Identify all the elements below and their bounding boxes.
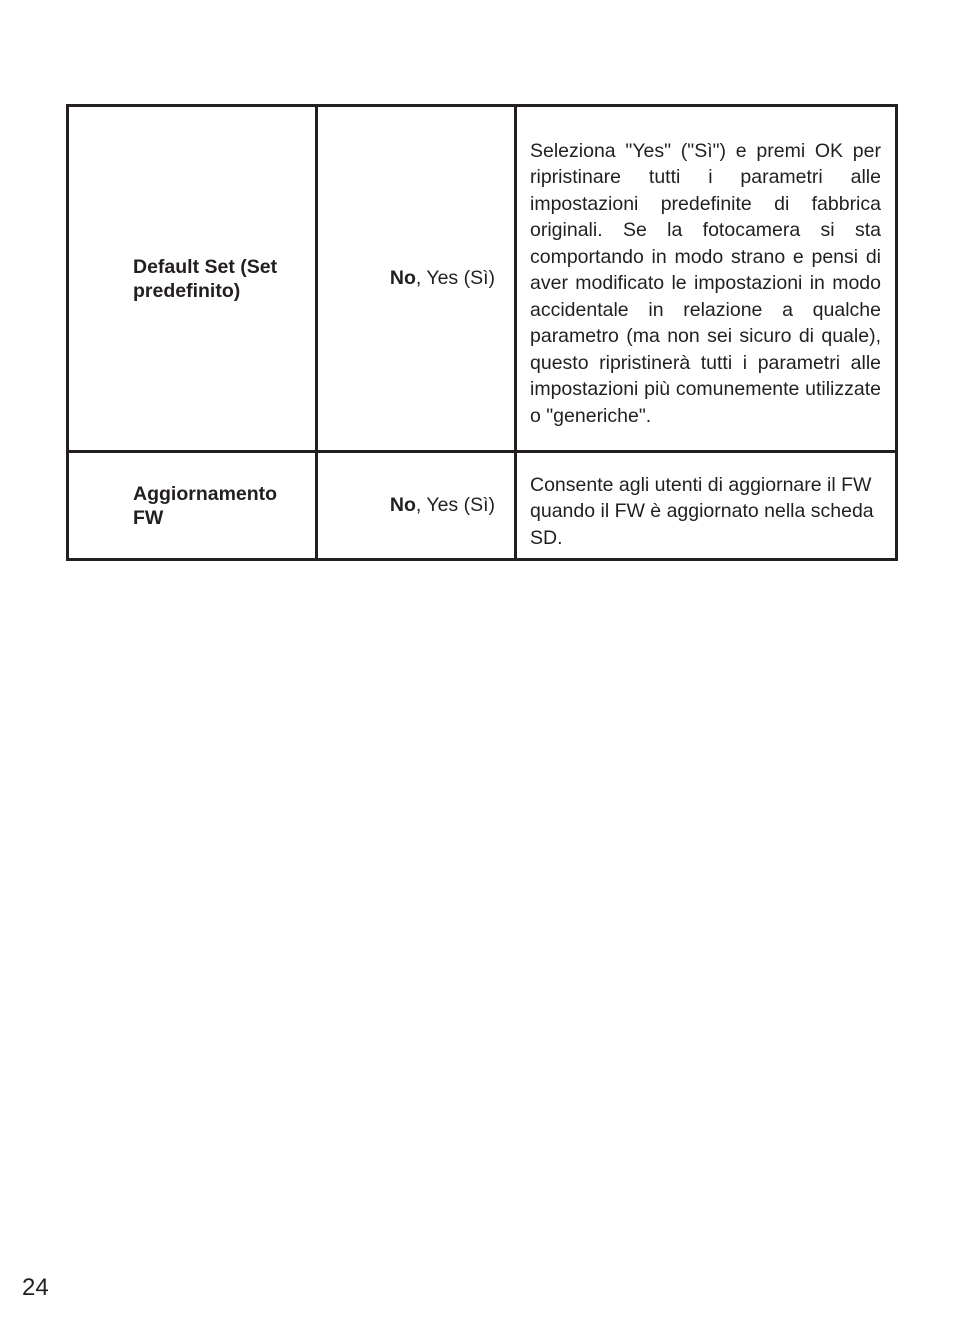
page-number: 24 [22, 1274, 49, 1301]
setting-description-text: Seleziona "Yes" ("Sì") e premi OK per ripristinare tutti i parametri alle impostazioni predefinite di fabbrica originali. Se la fotocamera si sta comportando in modo strano e pensi di aver modificato le impostazioni in modo accidentale in relazione a qualche parametro (ma non sei sicuro di quale), questo ripristinerà tutti i parametri alle impostazioni più comunemente utilizzate o "generiche". [530, 139, 881, 427]
default-option: No [389, 494, 416, 516]
settings-table [66, 104, 898, 561]
setting-options [317, 452, 516, 560]
other-options: , Yes (Sì) [415, 267, 495, 289]
table-row [68, 452, 897, 560]
table-row [68, 106, 897, 452]
setting-options [317, 106, 516, 452]
setting-name [68, 452, 317, 560]
setting-name [68, 106, 317, 452]
setting-name-text: Default Set (Set predefinito) [133, 255, 278, 302]
other-options: , Yes (Sì) [415, 494, 495, 516]
setting-description-text: Consente agli utenti di aggiornare il FW quando il FW è aggiornato nella scheda SD. [530, 473, 874, 549]
setting-description [516, 106, 897, 452]
default-option: No [389, 267, 416, 289]
setting-description [516, 452, 897, 560]
setting-name-text: Aggiornamento FW [133, 482, 278, 529]
